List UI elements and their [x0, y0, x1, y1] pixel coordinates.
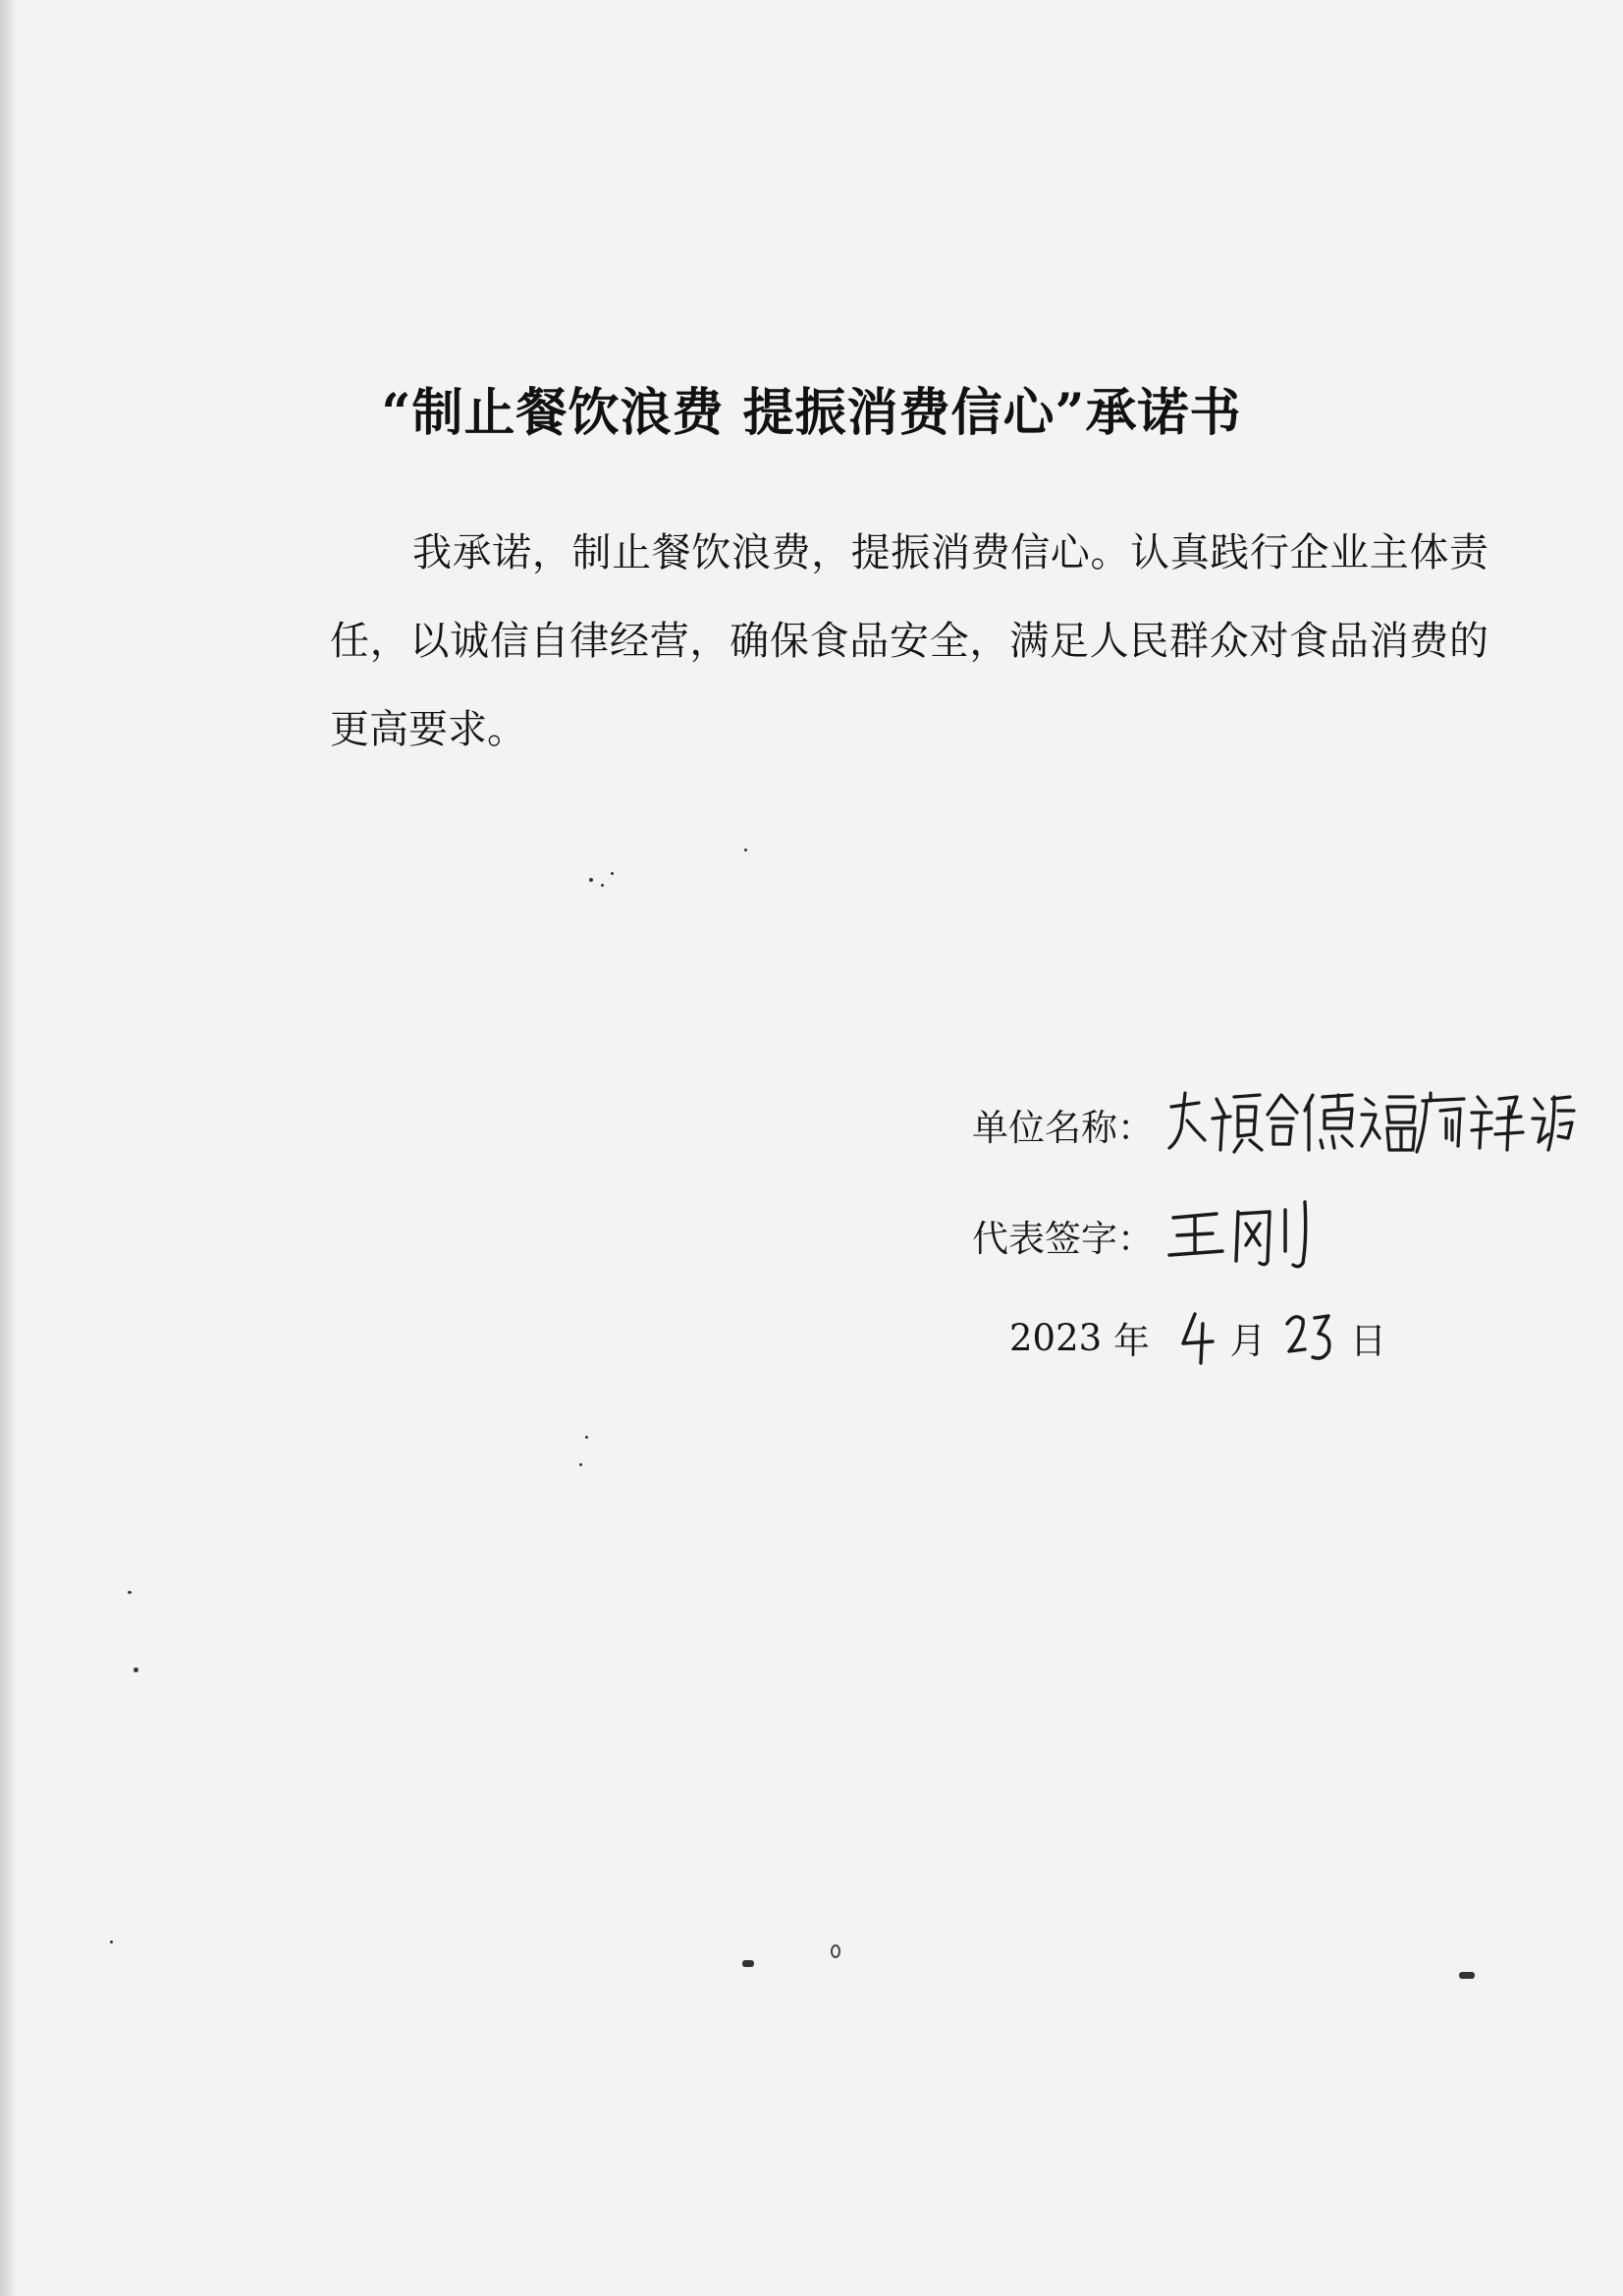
date-month-suffix: 月: [1229, 1320, 1267, 1362]
scan-speck: [831, 1944, 840, 1958]
scan-speck: [579, 1463, 582, 1466]
date-day-handwriting: [1283, 1308, 1338, 1367]
scan-speck: [589, 878, 593, 882]
unit-name-label: 单位名称：: [972, 1107, 1154, 1149]
representative-row: [972, 1196, 1332, 1275]
date-year-suffix: 年: [1112, 1320, 1150, 1362]
date-day-suffix: 日: [1350, 1320, 1386, 1362]
scan-speck: [134, 1667, 138, 1672]
document-title: “制止餐饮浪费 提振消费信心”承诺书: [381, 383, 1242, 443]
scan-speck: [128, 1591, 132, 1594]
scan-speck: [742, 1960, 754, 1967]
representative-handwriting-svg: [1165, 1196, 1332, 1275]
scan-speck: [611, 872, 614, 875]
scan-speck: [601, 884, 604, 887]
scan-speck: [585, 1436, 588, 1439]
date-day-handwriting-svg: [1283, 1308, 1338, 1367]
scan-speck: [110, 1941, 113, 1943]
date-month-handwriting-svg: [1179, 1308, 1218, 1367]
unit-name-row: [972, 1085, 1578, 1164]
scan-speck: [1459, 1972, 1475, 1979]
representative-label: 代表签字：: [972, 1218, 1154, 1260]
scan-speck: [744, 848, 747, 851]
date-month-handwriting: [1179, 1308, 1218, 1367]
date-year: 2023: [1009, 1316, 1103, 1359]
date-row: [1009, 1308, 1386, 1367]
representative-handwriting: [1165, 1196, 1332, 1275]
unit-name-handwriting: [1165, 1085, 1578, 1164]
pledge-body: 我承诺，制止餐饮浪费，提振消费信心。认真践行企业主体责任，以诚信自律经营，确保食品安全，满足人民群众对食品消费的更高要求。: [330, 530, 1488, 752]
unit-name-handwriting-svg: [1165, 1085, 1578, 1164]
scan-edge-shadow: [0, 0, 16, 2296]
